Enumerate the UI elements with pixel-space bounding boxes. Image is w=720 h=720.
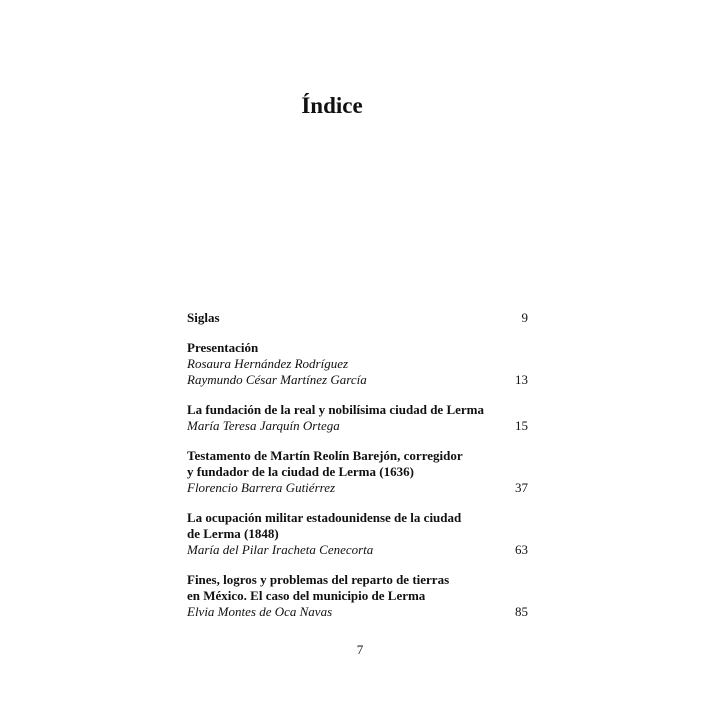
toc-entry-page-number: 63 — [515, 542, 528, 557]
toc-entry-title — [187, 572, 528, 604]
toc-entry — [187, 572, 528, 620]
toc-entry-author: Raymundo César Martínez García — [187, 372, 367, 387]
toc-entry-title-line: Siglas — [187, 310, 220, 325]
toc-entry-author: Rosaura Hernández Rodríguez — [187, 356, 349, 371]
toc-entry-title — [187, 340, 528, 356]
toc-entry — [187, 340, 528, 388]
toc-entry-authors — [187, 418, 528, 434]
table-of-contents — [187, 310, 528, 634]
toc-entry-title-line: Fines, logros y problemas del reparto de tierras — [187, 572, 450, 587]
toc-entry — [187, 402, 528, 434]
toc-entry-author: Florencio Barrera Gutiérrez — [187, 480, 336, 495]
toc-entry-title-line: Presentación — [187, 340, 259, 355]
toc-entry — [187, 310, 528, 326]
toc-entry-page-number: 85 — [515, 604, 528, 619]
toc-entry-title — [187, 310, 528, 326]
toc-entry — [187, 448, 528, 496]
toc-entry-author: María Teresa Jarquín Ortega — [187, 418, 340, 433]
toc-entry-author: María del Pilar Iracheta Cenecorta — [187, 542, 374, 557]
page-number: 7 — [356, 642, 364, 657]
toc-entry-title-line: La ocupación militar estadounidense de la ciudad — [187, 510, 462, 525]
toc-entry-title-line: de Lerma (1848) — [187, 526, 279, 541]
toc-entry-authors — [187, 480, 528, 496]
toc-entry-page-number: 15 — [515, 418, 528, 433]
toc-entry-author: Elvia Montes de Oca Navas — [187, 604, 333, 619]
toc-entry-title-line: La fundación de la real y nobilísima ciudad de Lerma — [187, 402, 484, 417]
toc-entry-title — [187, 402, 528, 418]
toc-entry-page-number: 37 — [515, 480, 528, 495]
toc-entry-title — [187, 510, 528, 542]
toc-entry-title-line: Testamento de Martín Reolín Barejón, corregidor — [187, 448, 463, 463]
toc-entry-title — [187, 448, 528, 480]
toc-entry-page-number: 13 — [515, 372, 528, 387]
toc-entry-page-number: 9 — [521, 310, 528, 325]
toc-entry-authors — [187, 356, 528, 388]
toc-entry-authors — [187, 542, 528, 558]
toc-entry-authors — [187, 604, 528, 620]
toc-entry-title-line: en México. El caso del municipio de Lerma — [187, 588, 426, 603]
page-title: Índice — [301, 93, 363, 118]
toc-entry-title-line: y fundador de la ciudad de Lerma (1636) — [187, 464, 414, 479]
toc-entry — [187, 510, 528, 558]
